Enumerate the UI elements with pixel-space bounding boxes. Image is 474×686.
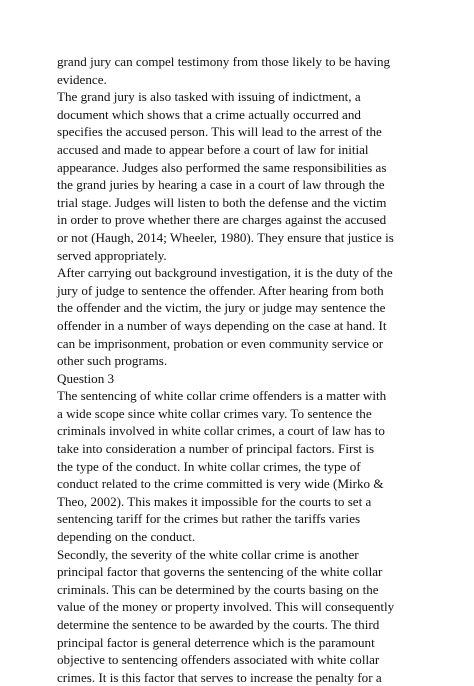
text-line: crimes. It is this factor that serves to increase the penalty for a <box>57 669 382 685</box>
text-line: grand jury can compel testimony from those likely to be having <box>57 54 391 69</box>
text-line: criminals. This can be determined by the courts basing on the <box>57 581 379 597</box>
text-line: accused and made to appear before a court of law for initial <box>57 141 369 157</box>
text-line: determine the sentence to be awarded by the courts. The third <box>57 617 380 632</box>
text-line: a wide scope since white collar crimes vary. To sentence the <box>57 405 372 421</box>
text-line: evidence. <box>57 71 107 87</box>
text-line: in order to prove whether there are charges against the accused <box>57 212 387 228</box>
text-line: the grand juries by hearing a case in a court of law through the <box>57 177 385 193</box>
text-line: appearance. Judges also performed the same responsibilities as <box>57 159 387 175</box>
text-line: specifies the accused person. This will lead to the arrest of the <box>57 124 382 140</box>
text-line: served appropriately. <box>57 247 167 263</box>
text-line: other such programs. <box>57 353 168 369</box>
text-line: criminals involved in white collar crimes, a court of law has to <box>57 423 385 439</box>
text-line: document which shows that a crime actually occurred and <box>57 106 361 122</box>
text-line: sentencing tariff for the crimes but rather the tariffs varies <box>57 511 361 527</box>
text-line: Theo, 2002). This makes it impossible for the courts to set a <box>57 493 372 509</box>
text-line: take into consideration a number of principal factors. First is <box>57 441 375 457</box>
text-line: objective to sentencing offenders associated with white collar <box>57 652 380 668</box>
text-line: can be imprisonment, probation or even community service or <box>57 335 384 351</box>
text-line: trial stage. Judges will listen to both the defense and the victim <box>57 194 387 210</box>
text-line: Secondly, the severity of the white collar crime is another <box>57 546 359 562</box>
text-line: offender in a number of ways depending on the case at hand. It <box>57 317 387 333</box>
text-line: conduct related to the crime committed is very wide (Mirko & <box>57 476 384 492</box>
text-line: depending on the conduct. <box>57 529 196 545</box>
text-line: the type of the conduct. In white collar crimes, the type of <box>57 458 361 474</box>
text-line: Question 3 <box>57 370 115 386</box>
text-line: or not (Haugh, 2014; Wheeler, 1980). They ensure that justice is <box>57 229 394 245</box>
text-line: value of the money or property involved. This will consequently <box>57 599 395 615</box>
text-line: the offender and the victim, the jury or judge may sentence the <box>57 300 386 316</box>
text-line: jury of judge to sentence the offender. After hearing from both <box>57 282 384 298</box>
text-line: The sentencing of white collar crime offenders is a matter with <box>57 388 387 404</box>
text-line: The grand jury is also tasked with issuing of indictment, a <box>57 89 361 105</box>
text-line: After carrying out background investigation, it is the duty of the <box>57 265 393 281</box>
document-body-text <box>57 53 474 686</box>
text-line: principal factor that governs the sentencing of the white collar <box>57 564 383 580</box>
text-line: principal factor is general deterrence which is the paramount <box>57 634 375 650</box>
